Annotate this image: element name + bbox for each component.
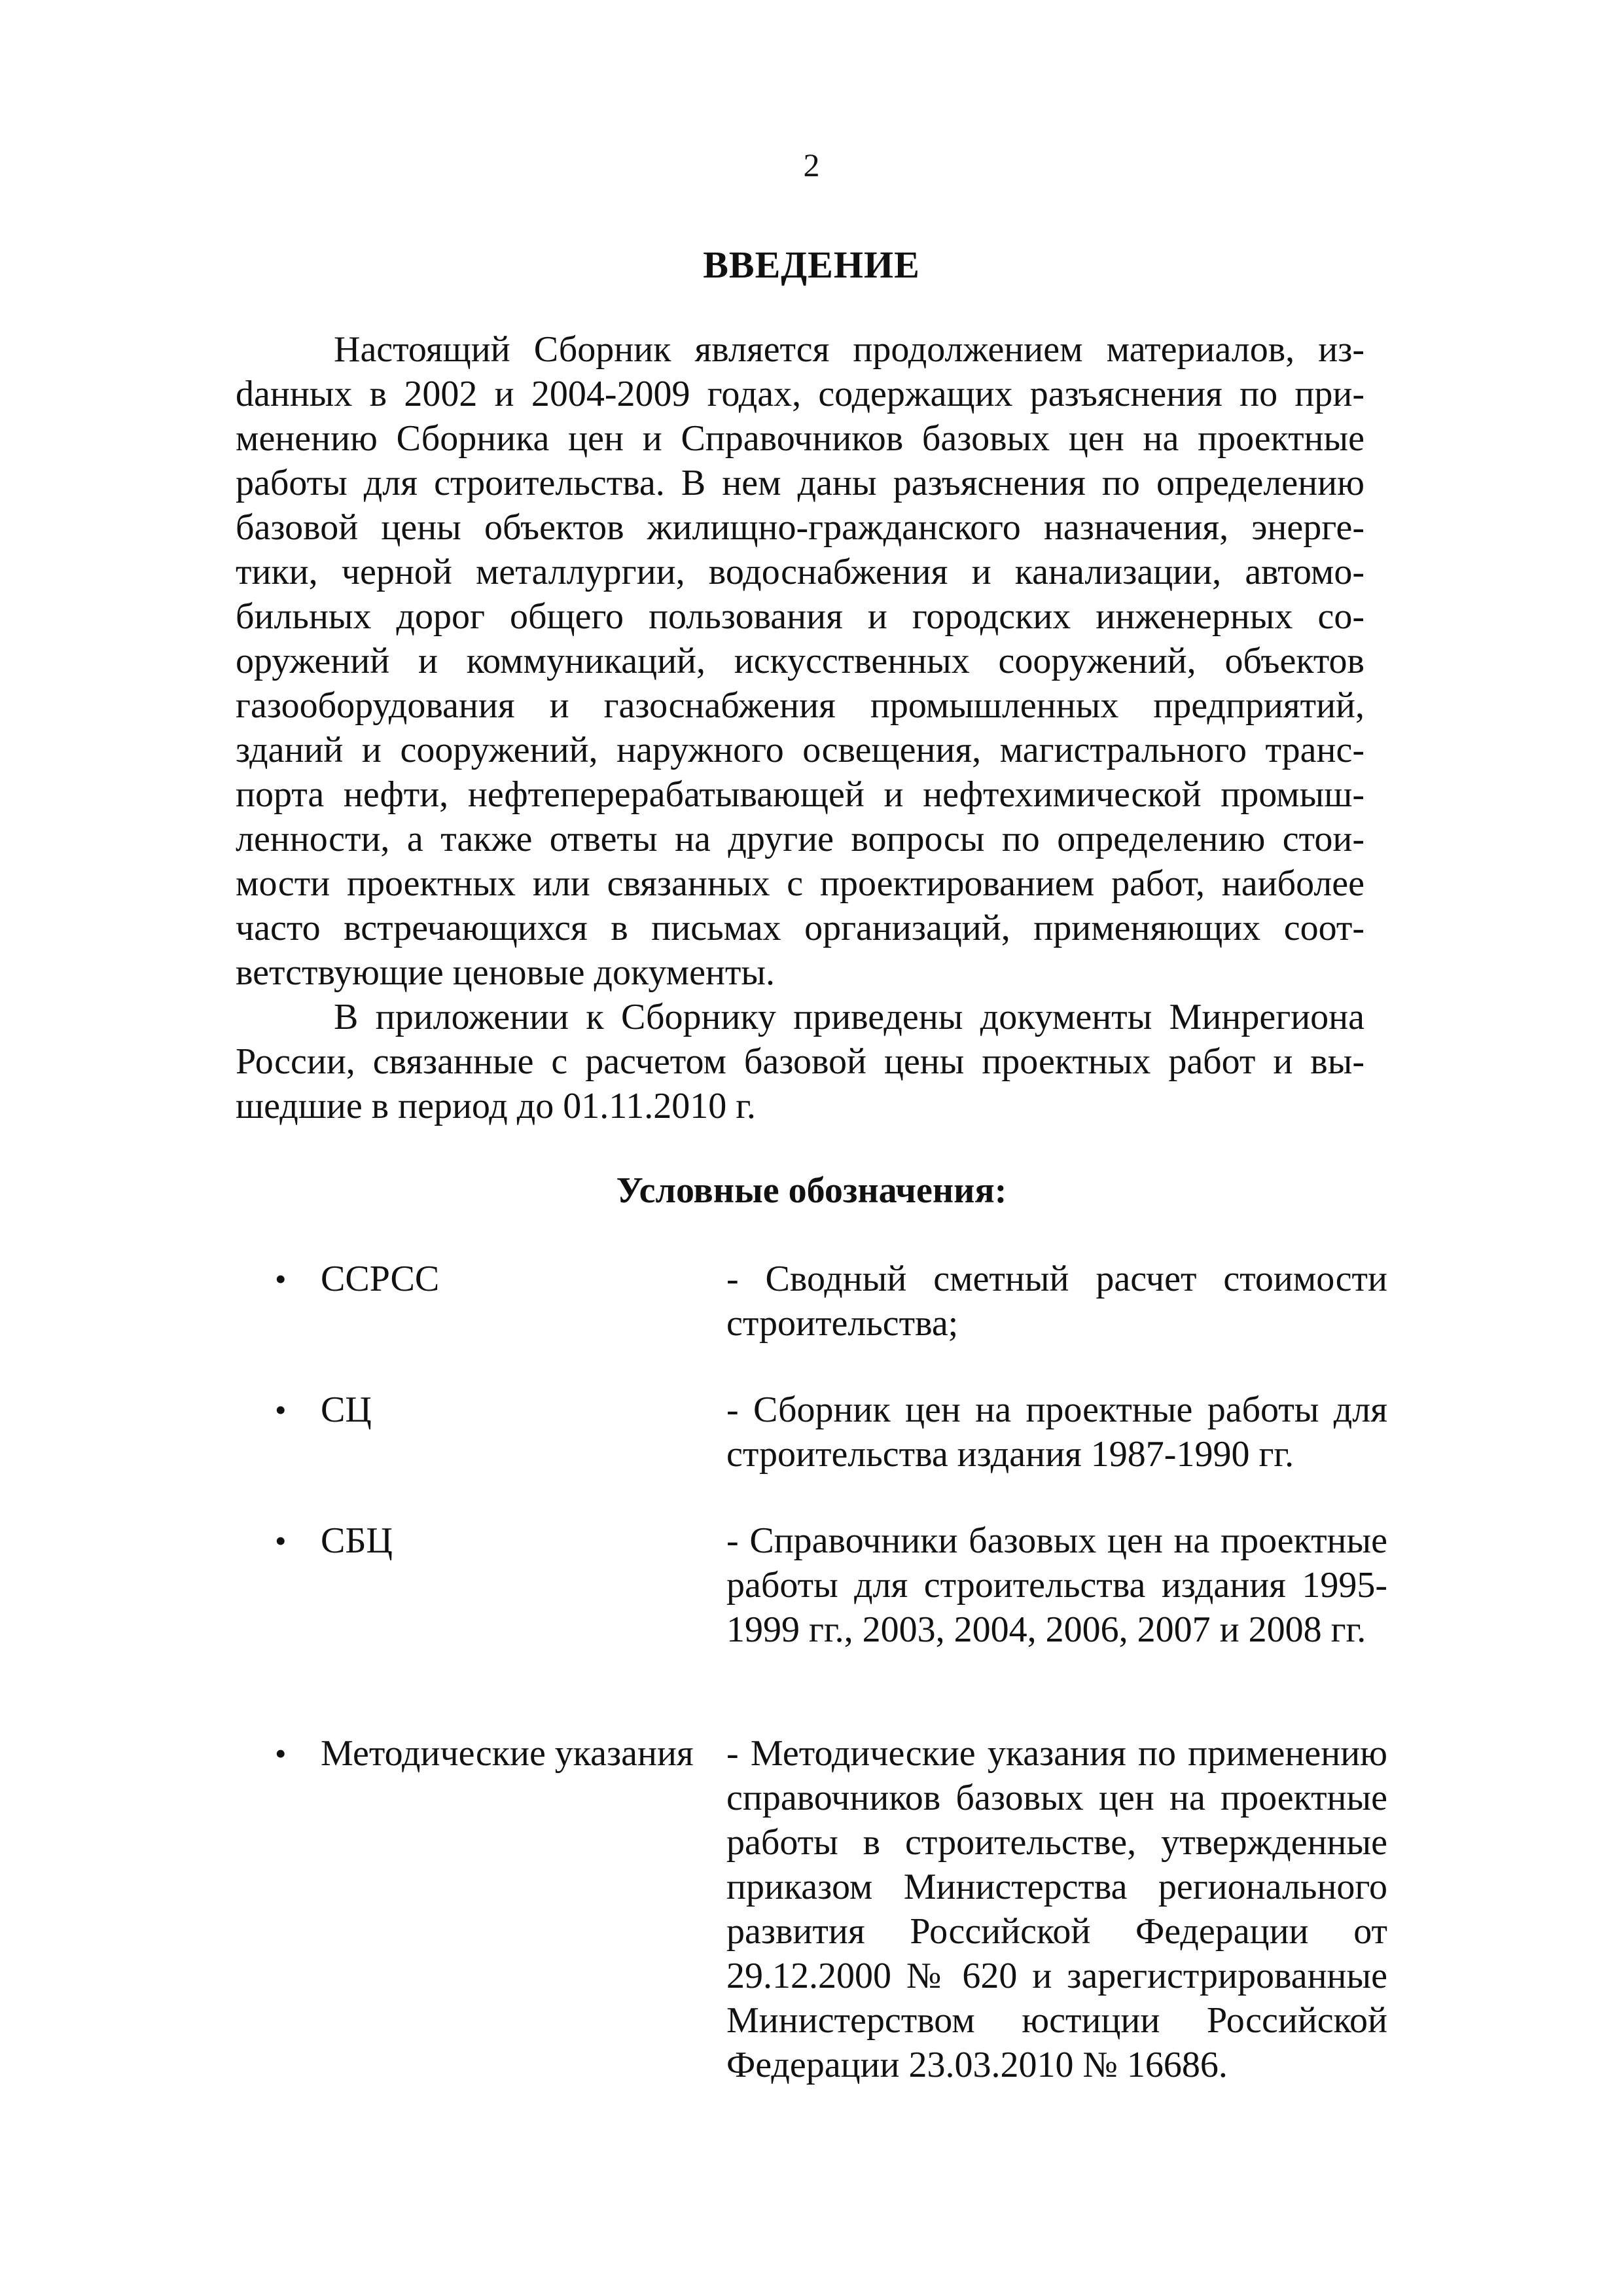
abbreviation-definition: - Справочники базовых цен на проектные работы для строительства издания 1995-1999 гг., 2003, 2004, 2006, 2007 и 2008 гг.	[726, 1520, 1387, 1650]
abbreviation-term: СБЦ	[321, 1520, 393, 1561]
page-number: 2	[803, 147, 820, 183]
bullet-icon: •	[275, 1261, 287, 1297]
bullet-icon: •	[275, 1735, 287, 1772]
abbreviation-definition: - Сводный сметный расчет стоимости строительства;	[726, 1259, 1387, 1344]
abbreviation-row	[275, 1257, 1387, 1346]
abbreviation-definition: - Методические указания по применению справочников базовых цен на проектные работы в строительстве, утвержденные приказом Министерства регионального развития Российской Федерации от 29.12.2000 № 620 и зарегистрированные Министерством юстиции Российской Федерации 23.03.2010 № 16686.	[726, 1733, 1387, 2085]
legend-title: Условные обозначения:	[616, 1170, 1007, 1211]
intro-paragraph: Настоящий Сборник является продолжением материалов, изdанных в 2002 и 2004-2009 годах, содержащих разъяснения по применению Сборника цен и Справочников базовых цен на проектные работы для строительства. В нем даны разъяснения по определению базовой цены объектов жилищно-гражданского назначения, энергетики, черной металлургии, водоснабжения и канализации, автомобильных дорог общего пользования и городских инженерных сооружений и коммуникаций, искусственных сооружений, объектов газооборудования и газоснабжения промышленных предприятий, зданий и сооружений, наружного освещения, магистрального транспорта нефти, нефтеперерабатывающей и нефтехимической промышленности, а также ответы на другие вопросы по определению стоимости проектных или связанных с проектированием работ, наиболее часто встречающихся в письмах организаций, применяющих соответствующие ценовые документы.	[236, 329, 1364, 993]
abbreviation-term: ССРСС	[321, 1259, 440, 1299]
abbreviation-definition: - Сборник цен на проектные работы для строительства издания 1987-1990 гг.	[726, 1390, 1387, 1475]
abbreviation-term: СЦ	[321, 1390, 372, 1430]
abbreviation-row	[275, 1388, 1387, 1477]
bullet-icon: •	[275, 1522, 287, 1559]
page-title: ВВЕДЕНИЕ	[703, 243, 920, 286]
appendix-paragraph: В приложении к Сборнику приведены документы Минрегиона России, связанные с расчетом базовой цены проектных работ и вышедшие в период до 01.11.2010 г.	[236, 997, 1364, 1126]
abbreviation-row	[275, 1731, 1387, 2087]
bullet-icon: •	[275, 1391, 287, 1428]
abbreviation-row	[275, 1518, 1387, 1652]
abbreviation-term: Методические указания	[321, 1733, 694, 1774]
